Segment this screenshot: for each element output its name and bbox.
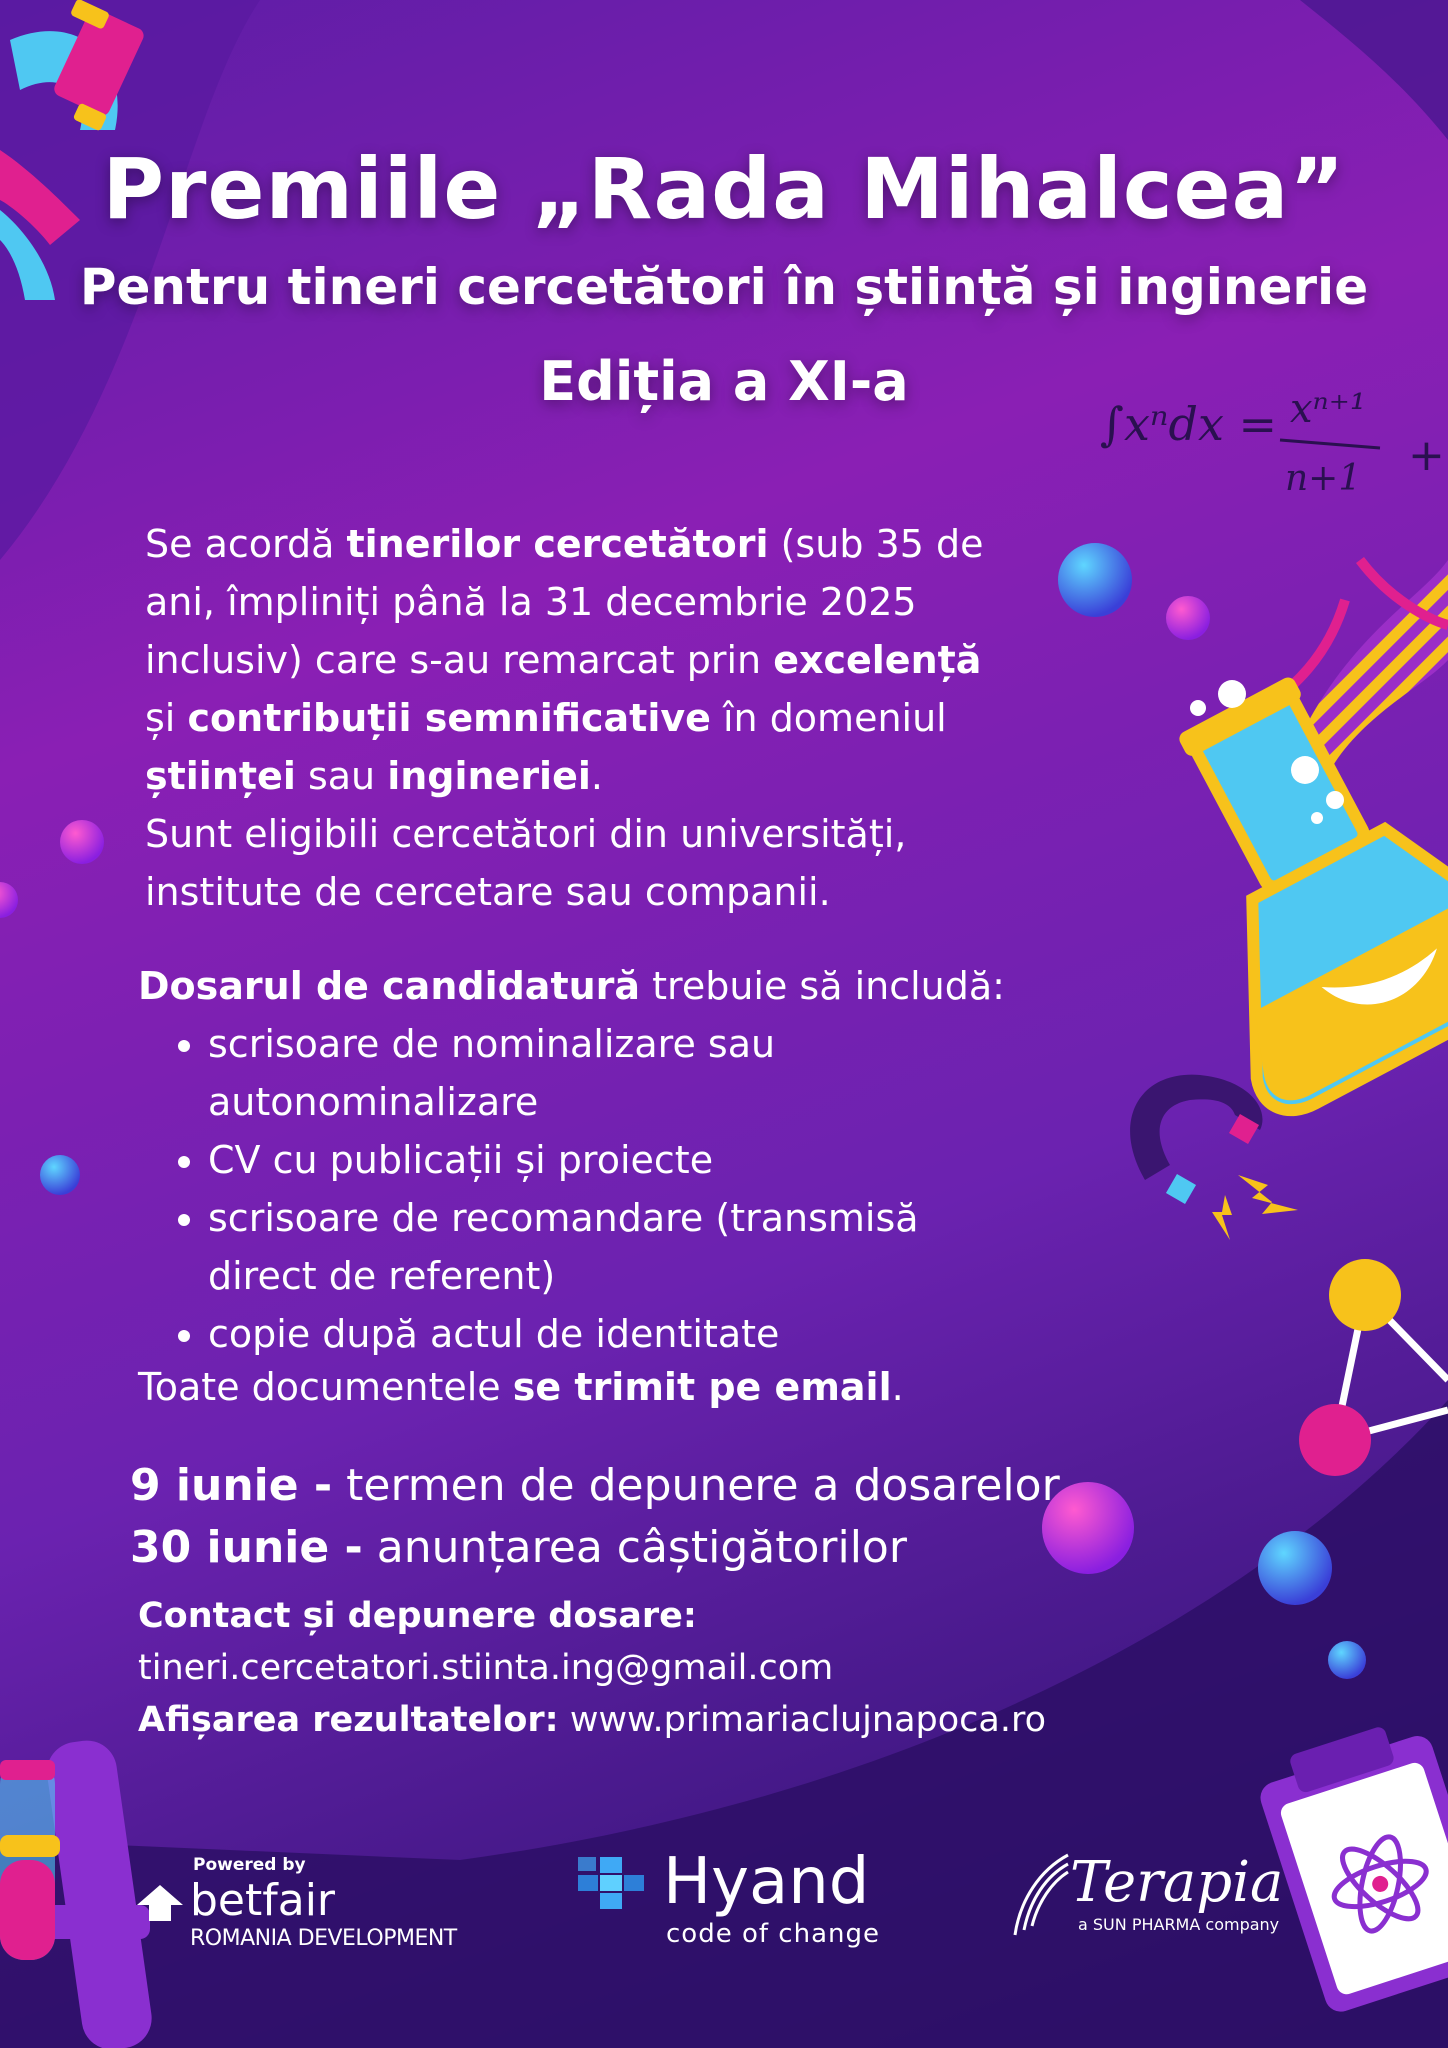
betfair-logo: Powered by betfair ROMANIA DEVELOPMENT	[135, 1855, 457, 1951]
orb-decor	[1328, 1641, 1366, 1679]
svg-text:+: +	[1408, 430, 1445, 481]
list-item: • scrisoare de recomandare (transmisă direct de referent)	[208, 1189, 1028, 1305]
hyand-logo: Hyand code of change	[578, 1845, 880, 1949]
contact-block	[138, 1590, 1046, 1746]
orb-decor	[60, 820, 104, 864]
email-note: Toate documentele se trimit pe email.	[138, 1365, 904, 1409]
results-url-link[interactable]: www.primariaclujnapoca.ro	[558, 1700, 1047, 1740]
wave-top-right	[1300, 0, 1448, 140]
deadline-submission: 9 iunie - termen de depunere a dosarelor	[130, 1460, 1060, 1511]
orb-decor	[0, 882, 18, 918]
intro-paragraph: Se acordă tinerilor cercetători (sub 35 de ani, împliniți până la 31 decembrie 2025 inclusiv) care s-au remarcat prin excelență și contribuții semnificative în domeniul științei sau ingineriei. Sunt eligibili cercetători din universități, institute de cercetare sau companii.	[145, 522, 984, 914]
orb-decor	[1258, 1531, 1332, 1605]
svg-text:∫xⁿdx =: ∫xⁿdx =	[1100, 397, 1278, 451]
list-item: • scrisoare de nominalizare sau autonominalizare	[208, 1015, 1028, 1131]
flask-icon	[1095, 631, 1448, 1123]
results-label: Afișarea rezultatelor:	[138, 1700, 559, 1740]
page-subtitle: Pentru tineri cercetători în știință și inginerie	[79, 258, 1369, 316]
molecule-atom	[1329, 1259, 1401, 1331]
dossier-heading: Dosarul de candidatură trebuie să includă:	[138, 964, 1005, 1008]
deadline-results: 30 iunie - anunțarea câștigătorilor	[130, 1522, 907, 1573]
svg-text:xⁿ⁺¹: xⁿ⁺¹	[1290, 386, 1366, 432]
list-item: • copie după actul de identitate	[208, 1305, 1028, 1363]
list-item: • CV cu publicații și proiecte	[208, 1131, 1028, 1189]
terapia-logo: Terapia a SUN PHARMA company	[1010, 1850, 1283, 1934]
dossier-list	[160, 1015, 1028, 1363]
contact-email-link[interactable]: tineri.cercetatori.stiinta.ing@gmail.com	[138, 1648, 834, 1688]
terapia-swoosh-icon	[1010, 1850, 1070, 1940]
molecule-atom	[1299, 1404, 1371, 1476]
deadlines	[130, 1455, 1060, 1579]
svg-text:n+1: n+1	[1285, 458, 1362, 499]
orb-decor	[1058, 543, 1132, 617]
betfair-arrow-icon	[135, 1883, 185, 1923]
orb-decor	[40, 1155, 80, 1195]
hyand-cross-icon	[578, 1857, 644, 1909]
contact-label: Contact și depunere dosare:	[138, 1596, 697, 1636]
orb-decor	[1166, 596, 1210, 640]
page-title: Premiile „Rada Mihalcea”	[102, 140, 1346, 238]
eligibility-text: Sunt eligibili cercetători din universități, institute de cercetare sau companii.	[145, 812, 907, 914]
edition-label: Ediția a XI-a	[539, 350, 909, 413]
